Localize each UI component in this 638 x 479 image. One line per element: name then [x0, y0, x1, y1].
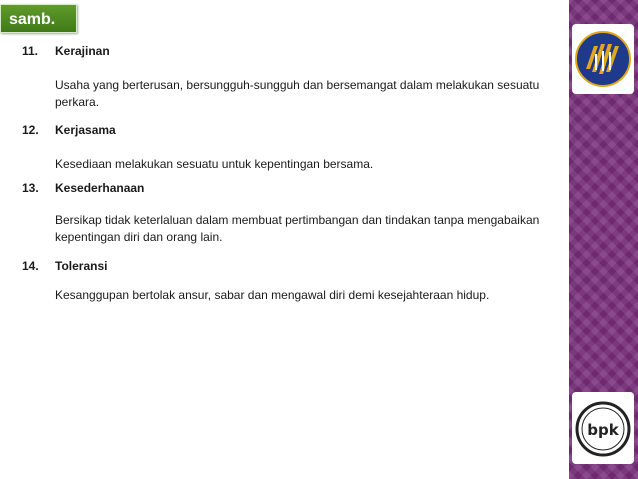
item-number: 14. [22, 259, 39, 273]
continuation-tag: samb. [0, 4, 77, 33]
item-heading: Kesederhanaan [55, 181, 145, 195]
item-number: 13. [22, 181, 39, 195]
description-line: kepentingan diri dan orang lain. [55, 230, 223, 244]
description-line: Kesanggupan bertolak ansur, sabar dan mengawal diri demi kesejahteraan hidup. [55, 288, 490, 302]
item-heading: Kerajinan [55, 44, 110, 58]
bpk-logo-icon [572, 392, 634, 464]
item-description [55, 156, 560, 173]
bpk-logo-text: bpk [587, 421, 619, 439]
item-number: 12. [22, 123, 39, 137]
item-number: 11. [22, 44, 39, 58]
item-heading: Toleransi [55, 259, 108, 273]
item-description [55, 77, 560, 111]
item-description [55, 287, 560, 304]
description-line: Usaha yang berterusan, bersungguh-sungguh dan bersemangat dalam melakukan sesuatu [55, 78, 540, 92]
description-line: Bersikap tidak keterlaluan dalam membuat pertimbangan dan tindakan tanpa mengabaikan [55, 213, 540, 227]
description-line: Kesediaan melakukan sesuatu untuk kepentingan bersama. [55, 157, 374, 171]
item-heading: Kerjasama [55, 123, 116, 137]
description-line: perkara. [55, 95, 100, 109]
ministry-emblem-icon [572, 24, 634, 94]
item-description [55, 212, 560, 246]
